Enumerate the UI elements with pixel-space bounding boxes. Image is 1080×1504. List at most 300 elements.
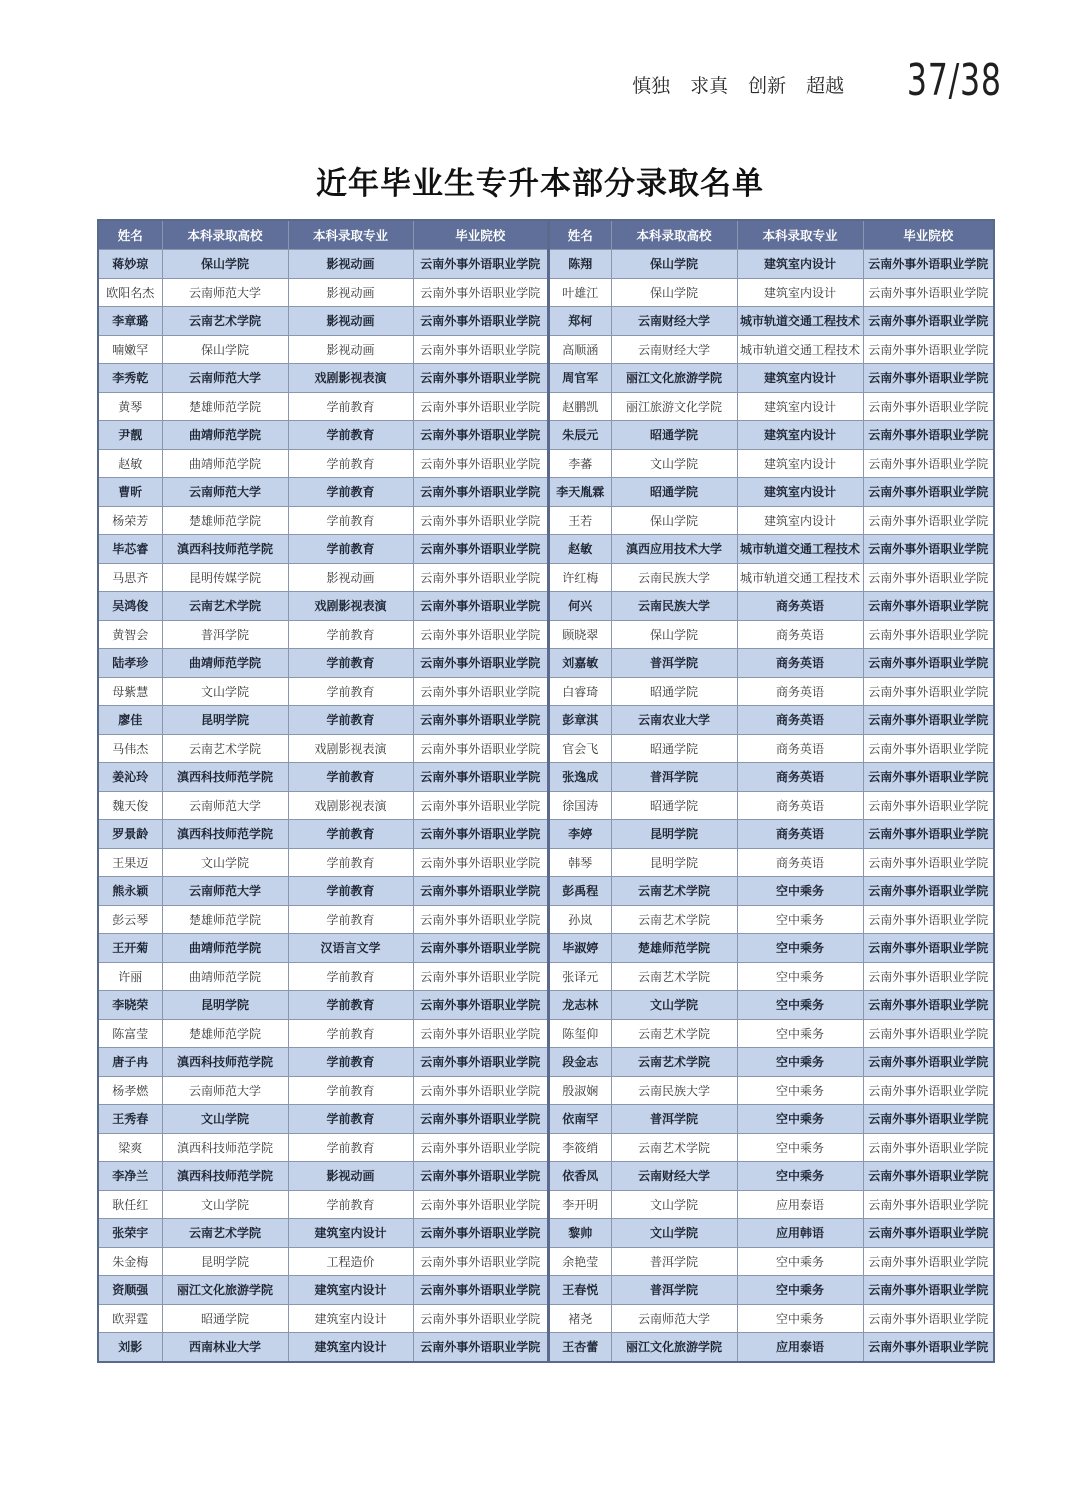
student-name-cell: 毕芯睿 bbox=[98, 535, 162, 564]
university-cell: 云南艺术学院 bbox=[611, 1048, 737, 1077]
student-name-cell: 马思齐 bbox=[98, 563, 162, 592]
student-name-cell: 耿任红 bbox=[98, 1190, 162, 1219]
major-cell: 空中乘务 bbox=[737, 1076, 863, 1105]
student-name-cell: 杨孝燃 bbox=[98, 1076, 162, 1105]
university-cell: 楚雄师范学院 bbox=[162, 506, 288, 535]
table-row bbox=[98, 991, 548, 1020]
major-cell: 应用韩语 bbox=[737, 1219, 863, 1248]
graduated-from-cell: 云南外事外语职业学院 bbox=[863, 392, 994, 421]
student-name-cell: 母紫慧 bbox=[98, 677, 162, 706]
student-name-cell: 赵敏 bbox=[98, 449, 162, 478]
student-name-cell: 李章璐 bbox=[98, 307, 162, 336]
graduated-from-cell: 云南外事外语职业学院 bbox=[413, 620, 548, 649]
university-cell: 保山学院 bbox=[611, 278, 737, 307]
university-cell: 云南艺术学院 bbox=[611, 1133, 737, 1162]
major-cell: 建筑室内设计 bbox=[737, 278, 863, 307]
university-cell: 昆明学院 bbox=[611, 848, 737, 877]
student-name-cell: 李蕃 bbox=[549, 449, 611, 478]
graduated-from-cell: 云南外事外语职业学院 bbox=[413, 449, 548, 478]
graduated-from-cell: 云南外事外语职业学院 bbox=[863, 364, 994, 393]
student-name-cell: 依香凤 bbox=[549, 1162, 611, 1191]
university-cell: 滇西科技师范学院 bbox=[162, 1162, 288, 1191]
major-cell: 学前教育 bbox=[288, 962, 413, 991]
university-cell: 滇西应用技术大学 bbox=[611, 535, 737, 564]
table-row bbox=[549, 820, 994, 849]
university-cell: 云南财经大学 bbox=[611, 1162, 737, 1191]
table-row bbox=[98, 307, 548, 336]
student-name-cell: 朱辰元 bbox=[549, 421, 611, 450]
major-cell: 商务英语 bbox=[737, 677, 863, 706]
student-name-cell: 毕淑婷 bbox=[549, 934, 611, 963]
graduated-from-cell: 云南外事外语职业学院 bbox=[413, 563, 548, 592]
column-header-major: 本科录取专业 bbox=[737, 220, 863, 250]
university-cell: 昆明学院 bbox=[162, 1247, 288, 1276]
university-cell: 普洱学院 bbox=[611, 649, 737, 678]
student-name-cell: 李开明 bbox=[549, 1190, 611, 1219]
table-row bbox=[549, 335, 994, 364]
graduated-from-cell: 云南外事外语职业学院 bbox=[863, 962, 994, 991]
university-cell: 普洱学院 bbox=[611, 1276, 737, 1305]
table-row bbox=[98, 449, 548, 478]
major-cell: 商务英语 bbox=[737, 820, 863, 849]
table-row bbox=[549, 1019, 994, 1048]
table-row bbox=[549, 763, 994, 792]
graduated-from-cell: 云南外事外语职业学院 bbox=[863, 563, 994, 592]
major-cell: 学前教育 bbox=[288, 706, 413, 735]
table-row bbox=[549, 1247, 994, 1276]
table-row bbox=[549, 392, 994, 421]
university-cell: 云南艺术学院 bbox=[162, 734, 288, 763]
student-name-cell: 唐子冉 bbox=[98, 1048, 162, 1077]
university-cell: 曲靖师范学院 bbox=[162, 649, 288, 678]
table-row bbox=[98, 1247, 548, 1276]
table-row bbox=[549, 791, 994, 820]
university-cell: 楚雄师范学院 bbox=[162, 905, 288, 934]
university-cell: 昆明学院 bbox=[162, 706, 288, 735]
major-cell: 商务英语 bbox=[737, 791, 863, 820]
table-row bbox=[98, 1019, 548, 1048]
major-cell: 空中乘务 bbox=[737, 991, 863, 1020]
major-cell: 学前教育 bbox=[288, 848, 413, 877]
major-cell: 商务英语 bbox=[737, 763, 863, 792]
table-row bbox=[98, 962, 548, 991]
university-cell: 丽江文化旅游学院 bbox=[611, 364, 737, 393]
student-name-cell: 许丽 bbox=[98, 962, 162, 991]
university-cell: 云南艺术学院 bbox=[611, 877, 737, 906]
major-cell: 商务英语 bbox=[737, 592, 863, 621]
graduated-from-cell: 云南外事外语职业学院 bbox=[413, 1105, 548, 1134]
student-name-cell: 顾晓翠 bbox=[549, 620, 611, 649]
student-name-cell: 孙岚 bbox=[549, 905, 611, 934]
university-cell: 文山学院 bbox=[162, 848, 288, 877]
graduated-from-cell: 云南外事外语职业学院 bbox=[413, 848, 548, 877]
table-row bbox=[549, 1219, 994, 1248]
major-cell: 学前教育 bbox=[288, 421, 413, 450]
university-cell: 云南师范大学 bbox=[162, 1076, 288, 1105]
graduated-from-cell: 云南外事外语职业学院 bbox=[863, 649, 994, 678]
major-cell: 建筑室内设计 bbox=[288, 1333, 413, 1362]
major-cell: 影视动画 bbox=[288, 307, 413, 336]
university-cell: 文山学院 bbox=[611, 1190, 737, 1219]
graduated-from-cell: 云南外事外语职业学院 bbox=[863, 335, 994, 364]
student-name-cell: 龙志林 bbox=[549, 991, 611, 1020]
major-cell: 空中乘务 bbox=[737, 962, 863, 991]
column-header-graduated-from: 毕业院校 bbox=[863, 220, 994, 250]
table-row bbox=[549, 364, 994, 393]
graduated-from-cell: 云南外事外语职业学院 bbox=[863, 848, 994, 877]
major-cell: 学前教育 bbox=[288, 620, 413, 649]
university-cell: 昭通学院 bbox=[611, 421, 737, 450]
graduated-from-cell: 云南外事外语职业学院 bbox=[413, 1048, 548, 1077]
table-row bbox=[549, 1076, 994, 1105]
student-name-cell: 彭章淇 bbox=[549, 706, 611, 735]
major-cell: 商务英语 bbox=[737, 734, 863, 763]
graduated-from-cell: 云南外事外语职业学院 bbox=[413, 535, 548, 564]
university-cell: 保山学院 bbox=[611, 250, 737, 279]
university-cell: 云南艺术学院 bbox=[611, 905, 737, 934]
university-cell: 普洱学院 bbox=[611, 1247, 737, 1276]
student-name-cell: 彭云琴 bbox=[98, 905, 162, 934]
university-cell: 丽江文化旅游学院 bbox=[611, 1333, 737, 1362]
major-cell: 学前教育 bbox=[288, 1019, 413, 1048]
major-cell: 学前教育 bbox=[288, 763, 413, 792]
university-cell: 昆明学院 bbox=[611, 820, 737, 849]
table-row bbox=[98, 592, 548, 621]
graduated-from-cell: 云南外事外语职业学院 bbox=[863, 820, 994, 849]
table-row bbox=[549, 877, 994, 906]
student-name-cell: 何兴 bbox=[549, 592, 611, 621]
major-cell: 学前教育 bbox=[288, 1048, 413, 1077]
graduated-from-cell: 云南外事外语职业学院 bbox=[863, 791, 994, 820]
university-cell: 昭通学院 bbox=[611, 677, 737, 706]
university-cell: 云南民族大学 bbox=[611, 563, 737, 592]
graduated-from-cell: 云南外事外语职业学院 bbox=[413, 1276, 548, 1305]
table-row bbox=[549, 563, 994, 592]
student-name-cell: 王开菊 bbox=[98, 934, 162, 963]
university-cell: 文山学院 bbox=[611, 449, 737, 478]
slogan-group bbox=[632, 71, 844, 98]
graduated-from-cell: 云南外事外语职业学院 bbox=[413, 1076, 548, 1105]
university-cell: 云南师范大学 bbox=[162, 791, 288, 820]
major-cell: 学前教育 bbox=[288, 506, 413, 535]
major-cell: 戏剧影视表演 bbox=[288, 791, 413, 820]
table-row bbox=[98, 934, 548, 963]
graduated-from-cell: 云南外事外语职业学院 bbox=[413, 1247, 548, 1276]
student-name-cell: 梁爽 bbox=[98, 1133, 162, 1162]
graduated-from-cell: 云南外事外语职业学院 bbox=[863, 1304, 994, 1333]
graduated-from-cell: 云南外事外语职业学院 bbox=[863, 506, 994, 535]
student-name-cell: 罗景龄 bbox=[98, 820, 162, 849]
university-cell: 云南艺术学院 bbox=[162, 592, 288, 621]
university-cell: 云南民族大学 bbox=[611, 592, 737, 621]
graduated-from-cell: 云南外事外语职业学院 bbox=[413, 934, 548, 963]
table-row bbox=[98, 1162, 548, 1191]
table-row bbox=[549, 1276, 994, 1305]
table-row bbox=[549, 1333, 994, 1362]
graduated-from-cell: 云南外事外语职业学院 bbox=[413, 991, 548, 1020]
table-row bbox=[98, 734, 548, 763]
student-name-cell: 赵敏 bbox=[549, 535, 611, 564]
major-cell: 学前教育 bbox=[288, 820, 413, 849]
table-row bbox=[549, 535, 994, 564]
major-cell: 建筑室内设计 bbox=[737, 478, 863, 507]
graduated-from-cell: 云南外事外语职业学院 bbox=[863, 1276, 994, 1305]
student-name-cell: 王若 bbox=[549, 506, 611, 535]
student-name-cell: 段金志 bbox=[549, 1048, 611, 1077]
university-cell: 昭通学院 bbox=[611, 734, 737, 763]
table-row bbox=[98, 1076, 548, 1105]
major-cell: 学前教育 bbox=[288, 1133, 413, 1162]
table-row bbox=[549, 506, 994, 535]
student-name-cell: 余艳莹 bbox=[549, 1247, 611, 1276]
university-cell: 云南艺术学院 bbox=[162, 307, 288, 336]
university-cell: 云南师范大学 bbox=[611, 1304, 737, 1333]
table-row bbox=[98, 1190, 548, 1219]
major-cell: 汉语言文学 bbox=[288, 934, 413, 963]
university-cell: 楚雄师范学院 bbox=[162, 392, 288, 421]
student-name-cell: 褚尧 bbox=[549, 1304, 611, 1333]
student-name-cell: 欧阳名杰 bbox=[98, 278, 162, 307]
university-cell: 云南财经大学 bbox=[611, 307, 737, 336]
admission-table-left bbox=[97, 219, 549, 1363]
student-name-cell: 王杏蕾 bbox=[549, 1333, 611, 1362]
university-cell: 云南艺术学院 bbox=[162, 1219, 288, 1248]
table-row bbox=[549, 620, 994, 649]
table-row bbox=[549, 991, 994, 1020]
graduated-from-cell: 云南外事外语职业学院 bbox=[863, 535, 994, 564]
table-row bbox=[549, 449, 994, 478]
major-cell: 影视动画 bbox=[288, 335, 413, 364]
student-name-cell: 喃嫩罕 bbox=[98, 335, 162, 364]
major-cell: 学前教育 bbox=[288, 905, 413, 934]
table-row bbox=[98, 392, 548, 421]
graduated-from-cell: 云南外事外语职业学院 bbox=[863, 421, 994, 450]
major-cell: 空中乘务 bbox=[737, 905, 863, 934]
student-name-cell: 白睿琦 bbox=[549, 677, 611, 706]
graduated-from-cell: 云南外事外语职业学院 bbox=[413, 1190, 548, 1219]
major-cell: 建筑室内设计 bbox=[288, 1304, 413, 1333]
student-name-cell: 高顺涵 bbox=[549, 335, 611, 364]
table-row bbox=[98, 250, 548, 279]
student-name-cell: 曹昕 bbox=[98, 478, 162, 507]
student-name-cell: 李婷 bbox=[549, 820, 611, 849]
graduated-from-cell: 云南外事外语职业学院 bbox=[413, 335, 548, 364]
major-cell: 空中乘务 bbox=[737, 1247, 863, 1276]
university-cell: 昆明学院 bbox=[162, 991, 288, 1020]
table-row bbox=[98, 278, 548, 307]
graduated-from-cell: 云南外事外语职业学院 bbox=[413, 763, 548, 792]
student-name-cell: 官会飞 bbox=[549, 734, 611, 763]
major-cell: 影视动画 bbox=[288, 250, 413, 279]
column-header-university: 本科录取高校 bbox=[162, 220, 288, 250]
table-row bbox=[549, 250, 994, 279]
page-title: 近年毕业生专升本部分录取名单 bbox=[316, 166, 764, 202]
university-cell: 丽江旅游文化学院 bbox=[611, 392, 737, 421]
major-cell: 学前教育 bbox=[288, 991, 413, 1020]
table-row bbox=[98, 563, 548, 592]
university-cell: 保山学院 bbox=[162, 250, 288, 279]
university-cell: 保山学院 bbox=[611, 506, 737, 535]
table-row bbox=[549, 677, 994, 706]
major-cell: 空中乘务 bbox=[737, 1048, 863, 1077]
graduated-from-cell: 云南外事外语职业学院 bbox=[863, 1162, 994, 1191]
table-row bbox=[98, 877, 548, 906]
table-row bbox=[549, 734, 994, 763]
major-cell: 建筑室内设计 bbox=[737, 449, 863, 478]
graduated-from-cell: 云南外事外语职业学院 bbox=[413, 791, 548, 820]
table-row bbox=[549, 934, 994, 963]
graduated-from-cell: 云南外事外语职业学院 bbox=[413, 734, 548, 763]
major-cell: 商务英语 bbox=[737, 848, 863, 877]
major-cell: 戏剧影视表演 bbox=[288, 364, 413, 393]
graduated-from-cell: 云南外事外语职业学院 bbox=[413, 1219, 548, 1248]
table-row bbox=[549, 421, 994, 450]
student-name-cell: 陈翔 bbox=[549, 250, 611, 279]
table-row bbox=[98, 506, 548, 535]
graduated-from-cell: 云南外事外语职业学院 bbox=[413, 421, 548, 450]
graduated-from-cell: 云南外事外语职业学院 bbox=[413, 962, 548, 991]
university-cell: 丽江文化旅游学院 bbox=[162, 1276, 288, 1305]
major-cell: 建筑室内设计 bbox=[737, 421, 863, 450]
university-cell: 文山学院 bbox=[162, 1105, 288, 1134]
graduated-from-cell: 云南外事外语职业学院 bbox=[863, 449, 994, 478]
student-name-cell: 陆孝珍 bbox=[98, 649, 162, 678]
major-cell: 城市轨道交通工程技术 bbox=[737, 563, 863, 592]
major-cell: 空中乘务 bbox=[737, 1019, 863, 1048]
table-row bbox=[549, 307, 994, 336]
graduated-from-cell: 云南外事外语职业学院 bbox=[413, 649, 548, 678]
admission-table-right bbox=[548, 219, 995, 1363]
graduated-from-cell: 云南外事外语职业学院 bbox=[413, 392, 548, 421]
table-row bbox=[549, 962, 994, 991]
table-row bbox=[549, 1048, 994, 1077]
major-cell: 影视动画 bbox=[288, 563, 413, 592]
graduated-from-cell: 云南外事外语职业学院 bbox=[863, 1219, 994, 1248]
table-row bbox=[98, 1105, 548, 1134]
table-row bbox=[549, 278, 994, 307]
table-row bbox=[549, 1304, 994, 1333]
major-cell: 学前教育 bbox=[288, 1076, 413, 1105]
table-row bbox=[98, 791, 548, 820]
student-name-cell: 叶雄江 bbox=[549, 278, 611, 307]
student-name-cell: 陈玺仰 bbox=[549, 1019, 611, 1048]
university-cell: 楚雄师范学院 bbox=[611, 934, 737, 963]
graduated-from-cell: 云南外事外语职业学院 bbox=[413, 1133, 548, 1162]
graduated-from-cell: 云南外事外语职业学院 bbox=[863, 934, 994, 963]
major-cell: 学前教育 bbox=[288, 1105, 413, 1134]
graduated-from-cell: 云南外事外语职业学院 bbox=[863, 1048, 994, 1077]
university-cell: 昆明传媒学院 bbox=[162, 563, 288, 592]
student-name-cell: 马伟杰 bbox=[98, 734, 162, 763]
major-cell: 影视动画 bbox=[288, 1162, 413, 1191]
graduated-from-cell: 云南外事外语职业学院 bbox=[863, 1247, 994, 1276]
student-name-cell: 李筱绡 bbox=[549, 1133, 611, 1162]
graduated-from-cell: 云南外事外语职业学院 bbox=[863, 1076, 994, 1105]
page-header bbox=[632, 55, 1002, 106]
major-cell: 空中乘务 bbox=[737, 1162, 863, 1191]
student-name-cell: 王春悦 bbox=[549, 1276, 611, 1305]
table-row bbox=[549, 905, 994, 934]
graduated-from-cell: 云南外事外语职业学院 bbox=[413, 1304, 548, 1333]
table-row bbox=[98, 649, 548, 678]
university-cell: 曲靖师范学院 bbox=[162, 449, 288, 478]
university-cell: 滇西科技师范学院 bbox=[162, 763, 288, 792]
student-name-cell: 廖佳 bbox=[98, 706, 162, 735]
table-row bbox=[549, 478, 994, 507]
student-name-cell: 黄智会 bbox=[98, 620, 162, 649]
university-cell: 文山学院 bbox=[162, 677, 288, 706]
major-cell: 城市轨道交通工程技术 bbox=[737, 535, 863, 564]
university-cell: 保山学院 bbox=[162, 335, 288, 364]
student-name-cell: 王秀春 bbox=[98, 1105, 162, 1134]
student-name-cell: 杨荣芳 bbox=[98, 506, 162, 535]
graduated-from-cell: 云南外事外语职业学院 bbox=[863, 877, 994, 906]
university-cell: 滇西科技师范学院 bbox=[162, 1133, 288, 1162]
table-row bbox=[98, 763, 548, 792]
major-cell: 空中乘务 bbox=[737, 877, 863, 906]
graduated-from-cell: 云南外事外语职业学院 bbox=[413, 905, 548, 934]
graduated-from-cell: 云南外事外语职业学院 bbox=[863, 991, 994, 1020]
student-name-cell: 彭禹程 bbox=[549, 877, 611, 906]
student-name-cell: 李晓荣 bbox=[98, 991, 162, 1020]
graduated-from-cell: 云南外事外语职业学院 bbox=[863, 592, 994, 621]
column-header-name: 姓名 bbox=[98, 220, 162, 250]
university-cell: 文山学院 bbox=[611, 991, 737, 1020]
slogan-text: 慎独 bbox=[632, 75, 671, 97]
university-cell: 云南师范大学 bbox=[162, 478, 288, 507]
student-name-cell: 郑柯 bbox=[549, 307, 611, 336]
major-cell: 工程造价 bbox=[288, 1247, 413, 1276]
major-cell: 建筑室内设计 bbox=[288, 1219, 413, 1248]
table-row bbox=[549, 1105, 994, 1134]
major-cell: 空中乘务 bbox=[737, 1304, 863, 1333]
graduated-from-cell: 云南外事外语职业学院 bbox=[413, 307, 548, 336]
student-name-cell: 姜沁玲 bbox=[98, 763, 162, 792]
graduated-from-cell: 云南外事外语职业学院 bbox=[413, 278, 548, 307]
student-name-cell: 刘嘉敏 bbox=[549, 649, 611, 678]
graduated-from-cell: 云南外事外语职业学院 bbox=[863, 478, 994, 507]
student-name-cell: 徐国涛 bbox=[549, 791, 611, 820]
table-header-row bbox=[549, 220, 994, 250]
university-cell: 云南艺术学院 bbox=[611, 1019, 737, 1048]
university-cell: 普洱学院 bbox=[611, 763, 737, 792]
major-cell: 戏剧影视表演 bbox=[288, 734, 413, 763]
major-cell: 空中乘务 bbox=[737, 1133, 863, 1162]
major-cell: 学前教育 bbox=[288, 1190, 413, 1219]
university-cell: 西南林业大学 bbox=[162, 1333, 288, 1362]
major-cell: 学前教育 bbox=[288, 392, 413, 421]
major-cell: 影视动画 bbox=[288, 278, 413, 307]
major-cell: 商务英语 bbox=[737, 649, 863, 678]
major-cell: 建筑室内设计 bbox=[288, 1276, 413, 1305]
student-name-cell: 许红梅 bbox=[549, 563, 611, 592]
student-name-cell: 黎帅 bbox=[549, 1219, 611, 1248]
university-cell: 普洱学院 bbox=[611, 1105, 737, 1134]
university-cell: 滇西科技师范学院 bbox=[162, 535, 288, 564]
university-cell: 昭通学院 bbox=[162, 1304, 288, 1333]
table-row bbox=[98, 1133, 548, 1162]
column-header-graduated-from: 毕业院校 bbox=[413, 220, 548, 250]
major-cell: 建筑室内设计 bbox=[737, 506, 863, 535]
student-name-cell: 依南罕 bbox=[549, 1105, 611, 1134]
major-cell: 应用泰语 bbox=[737, 1333, 863, 1362]
graduated-from-cell: 云南外事外语职业学院 bbox=[413, 820, 548, 849]
student-name-cell: 蒋妙琼 bbox=[98, 250, 162, 279]
table-row bbox=[549, 848, 994, 877]
major-cell: 城市轨道交通工程技术 bbox=[737, 307, 863, 336]
table-row bbox=[98, 335, 548, 364]
graduated-from-cell: 云南外事外语职业学院 bbox=[413, 877, 548, 906]
